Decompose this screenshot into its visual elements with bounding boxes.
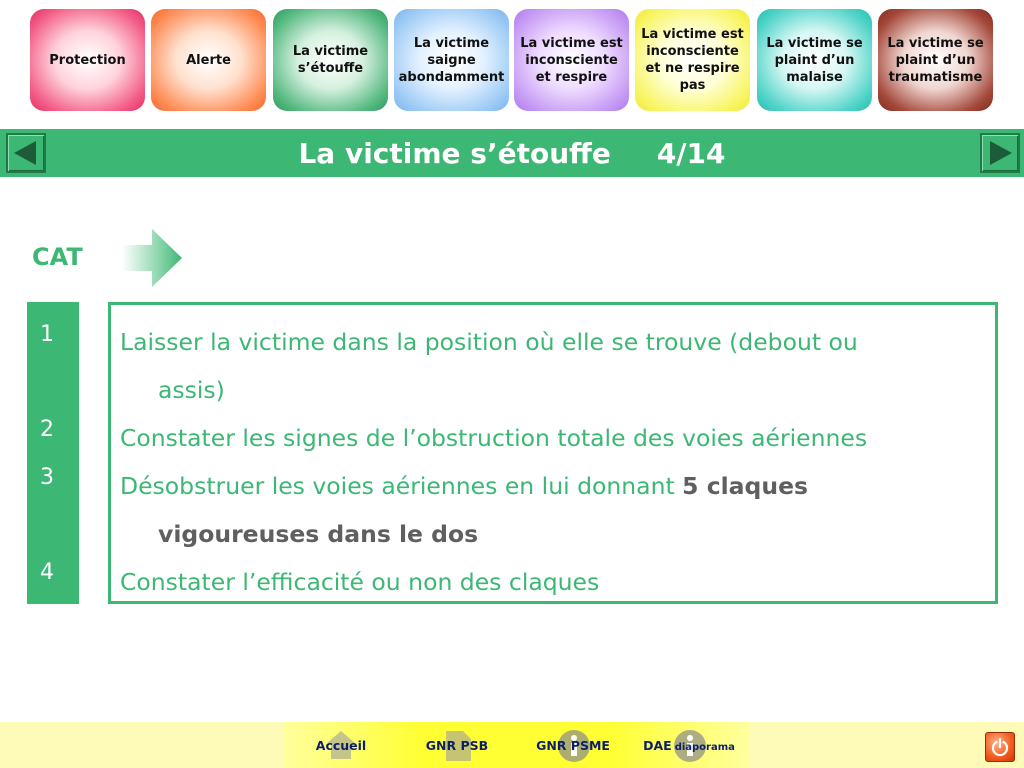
tab-label: La victime se plaint d’un malaise — [766, 35, 863, 85]
nav-label: GNR PSB — [425, 737, 489, 753]
arrow-right-icon — [982, 135, 1018, 171]
step-emphasis: vigoureuses dans le dos — [158, 520, 479, 548]
tab-label: La victime s’étouffe — [292, 44, 369, 76]
step-text-continued: assis) — [158, 376, 225, 404]
chapter-tabs — [0, 0, 1024, 120]
step-item — [120, 414, 987, 462]
nav-label-small: diaporama — [674, 741, 735, 753]
nav-gnr-psb[interactable] — [399, 722, 515, 768]
step-emphasis: 5 claques — [682, 472, 809, 500]
tab-inconsciente-ne-respire-pas[interactable] — [635, 9, 750, 111]
cat-label: CAT — [32, 243, 83, 271]
tab-inconsciente-respire[interactable] — [514, 9, 629, 111]
tab-label: La victime est inconsciente et respire — [520, 35, 623, 85]
step-item — [120, 558, 987, 606]
tab-alerte[interactable] — [151, 9, 266, 111]
step-text: Laisser la victime dans la position où elle se trouve (debout ou — [120, 328, 858, 356]
tab-label: Alerte — [186, 52, 231, 68]
tab-traumatisme[interactable] — [878, 9, 993, 111]
footer-nav — [283, 722, 749, 768]
slide-counter: 4/14 — [656, 136, 726, 170]
nav-label: Accueil — [315, 737, 367, 753]
step-text: Désobstruer les voies aériennes en lui donnant — [120, 472, 683, 500]
tab-victime-etouffe[interactable] — [273, 9, 388, 111]
step-number: 1 — [40, 322, 54, 347]
steps-list — [120, 318, 987, 606]
tab-label: La victime saigne abondamment — [398, 35, 505, 85]
arrow-right-icon — [122, 229, 184, 287]
power-button[interactable] — [985, 732, 1015, 762]
step-text: Constater les signes de l’obstruction totale des voies aériennes — [120, 424, 868, 452]
nav-label: GNR PSME — [536, 737, 610, 753]
nav-gnr-psme[interactable] — [515, 722, 631, 768]
tab-label: La victime est inconsciente et ne respire pas — [641, 27, 744, 93]
title-text: La victime s’étouffe — [298, 136, 611, 170]
title-bar — [0, 129, 1024, 177]
step-item — [120, 462, 987, 558]
steps-box — [108, 302, 998, 604]
tab-label: La victime se plaint d’un traumatisme — [887, 35, 984, 85]
nav-label — [643, 738, 735, 753]
power-icon — [990, 737, 1010, 757]
nav-dae-diaporama[interactable] — [631, 722, 747, 768]
step-number: 3 — [40, 465, 54, 490]
footer-bar — [0, 722, 1024, 768]
step-number: 2 — [40, 417, 54, 442]
step-item — [120, 318, 987, 414]
next-slide-button[interactable] — [980, 133, 1020, 173]
step-text-continued — [120, 510, 987, 558]
tab-label: Protection — [49, 52, 126, 68]
step-number: 4 — [40, 560, 54, 585]
page-title — [0, 129, 1024, 177]
nav-accueil[interactable] — [283, 722, 399, 768]
tab-malaise[interactable] — [757, 9, 872, 111]
step-text: Constater l’efficacité ou non des claques — [120, 568, 600, 596]
step-numbers-column — [27, 302, 79, 604]
tab-victime-saigne[interactable] — [394, 9, 509, 111]
nav-label-main: DAE — [643, 737, 672, 753]
tab-protection[interactable] — [30, 9, 145, 111]
